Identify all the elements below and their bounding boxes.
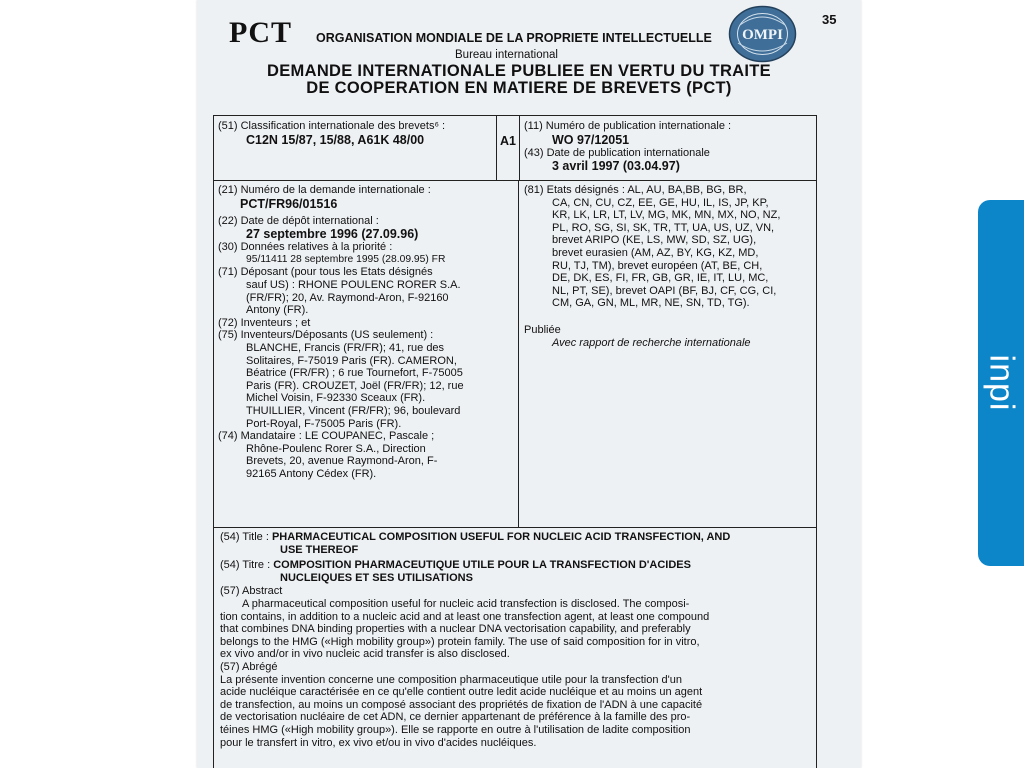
designated-line-7: RU, TJ, TM), brevet européen (AT, BE, CH, [552, 259, 763, 272]
applicant-line-4: Antony (FR). [246, 304, 309, 317]
classification-cell [218, 120, 494, 147]
publication-number: WO 97/12051 [552, 132, 630, 147]
agent-label: (74) Mandataire [218, 430, 296, 443]
priority-label: (30) Données relatives à la priorité : [218, 241, 393, 254]
abrege-label: (57) Abrégé [220, 660, 278, 673]
inpi-label: inpi [982, 354, 1021, 412]
title-abstract-section [213, 527, 817, 768]
inventors-line-5: Paris (FR). CROUZET, Joël (FR/FR); 12, rue [246, 379, 464, 392]
inventors-line-1: (US seulement) : [350, 329, 434, 342]
publication-date: 3 avril 1997 (03.04.97) [552, 159, 680, 174]
agent-line-1: : LE COUPANEC, Pascale ; [298, 430, 435, 443]
pct-label: PCT [229, 16, 292, 49]
designated-line-4: PL, RO, SG, SI, SK, TR, TT, UA, US, UZ, VN, [552, 221, 775, 234]
designated-line-6: brevet eurasien (AM, AZ, BY, KG, KZ, MD, [552, 246, 759, 259]
published-note: Avec rapport de recherche internationale [552, 336, 751, 349]
publication-number-label: (11) Numéro de publication internationale : [524, 120, 732, 132]
designated-line-1: AL, AU, BA,BB, BG, BR, [627, 184, 747, 196]
abstract-line-4: belongs to the HMG («High mobility group») protein family. The use of said composition for in vitro, [220, 635, 700, 648]
document-heading [207, 63, 831, 97]
title-en-line-1: PHARMACEUTICAL COMPOSITION USEFUL FOR NUCLEIC ACID TRANSFECTION, AND [271, 531, 731, 543]
inventors-label: (72) Inventeurs ; et [218, 316, 311, 329]
agent-line-3: Brevets, 20, avenue Raymond-Aron, F- [246, 455, 438, 468]
abstract-en [220, 585, 810, 661]
applicant-block [218, 266, 512, 316]
inventors-line-8: Port-Royal, F-75005 Paris (FR). [246, 417, 402, 430]
abrege-line-2: acide nucléique caractérisée en ce qu'elle contient outre ledit acide nucléique et au moins un agent [220, 686, 703, 699]
abrege-line-3: de transfection, au moins un composé associant des propriétés de fixation de l'ADN à une capacité [220, 698, 703, 711]
title-fr-label: (54) Titre : [220, 559, 271, 572]
application-column [218, 184, 512, 480]
applicant-line-2: sauf US) : RHONE POULENC RORER S.A. [246, 278, 461, 291]
agent-block [218, 430, 512, 480]
patent-document-page [197, 0, 861, 768]
title-en-label: (54) Title : [220, 531, 269, 543]
designated-line-5: brevet ARIPO (KE, LS, MW, SD, SZ, UG), [552, 234, 757, 247]
designated-line-3: KR, LK, LR, LT, LV, MG, MK, MN, MX, NO, NZ, [552, 209, 781, 222]
bureau-label: Bureau international [455, 49, 558, 61]
designated-states-column [524, 184, 812, 349]
bibliographic-box [213, 180, 817, 528]
title-fr [220, 559, 810, 584]
abstract-fr [220, 661, 810, 749]
publication-date-label: (43) Date de publication internationale [524, 146, 710, 159]
abstract-label: (57) Abstract [220, 585, 283, 598]
inventors-line-4: Béatrice (FR/FR) ; 6 rue Tournefort, F-75005 [246, 367, 463, 380]
classification-label: (51) Classification internationale des brevets⁶ : [218, 120, 446, 132]
published-label: Publiée [524, 323, 561, 336]
priority-value: 95/11411 28 septembre 1995 (28.09.95) FR [246, 253, 446, 265]
ompi-logo [728, 5, 797, 63]
classification-box [213, 115, 817, 181]
page-number: 35 [822, 12, 837, 27]
inventors-applicants-label: (75) Inventeurs/Déposants [218, 329, 348, 342]
agent-line-4: 92165 Antony Cédex (FR). [246, 467, 377, 480]
abrege-line-5: téines HMG («High mobility group»). Elle se rapporte en outre à l'utilisation de ladite composition [220, 723, 691, 736]
title-en-line-2: USE THEREOF [280, 543, 359, 556]
title-fr-line-1: COMPOSITION PHARMACEUTIQUE UTILE POUR LA TRANSFECTION D'ACIDES [273, 559, 691, 572]
inventors-block [218, 329, 512, 430]
classification-value: C12N 15/87, 15/88, A61K 48/00 [246, 132, 425, 147]
abrege-line-6: pour le transfert in vitro, ex vivo et/ou in vivo d'acides nucléiques. [220, 736, 537, 749]
abrege-line-1: La présente invention concerne une composition pharmaceutique utile pour la transfection d'un [220, 673, 682, 686]
inventors-line-7: THUILLIER, Vincent (FR/FR); 96, boulevard [246, 404, 461, 417]
abstract-line-3: that combines DNA binding properties with a nuclear DNA vectorisation capability, and preferably [220, 623, 691, 636]
publication-cell [524, 120, 812, 173]
inpi-side-tab[interactable] [978, 200, 1024, 566]
title-fr-line-2: NUCLEIQUES ET SES UTILISATIONS [280, 571, 473, 584]
logo-text: OMPI [742, 27, 783, 43]
abrege-line-4: de vectorisation nucléaire de cet ADN, ce dernier appartenant de préférence à la famille des pro- [220, 711, 691, 724]
abstract-line-1: A pharmaceutical composition useful for nucleic acid transfection is disclosed. The composi- [242, 597, 690, 610]
column-divider [518, 181, 519, 527]
application-number-label: (21) Numéro de la demande internationale : [218, 184, 431, 196]
application-number: PCT/FR96/01516 [240, 196, 338, 211]
inventors-line-6: Michel Voisin, F-92330 Sceaux (FR). [246, 392, 426, 405]
heading-line-2: DE COOPERATION EN MATIERE DE BREVETS (PCT) [306, 79, 732, 97]
designated-line-2: CA, CN, CU, CZ, EE, GE, HU, IL, IS, JP, KP, [552, 196, 769, 209]
filing-date: 27 septembre 1996 (27.09.96) [246, 227, 419, 242]
designated-states-block [524, 184, 812, 310]
kind-code-cell [496, 116, 520, 180]
applicant-label: (71) Déposant [218, 266, 288, 279]
kind-code: A1 [500, 134, 516, 148]
designated-line-8: DE, DK, ES, FI, FR, GB, GR, IE, IT, LU, MC, [552, 272, 769, 285]
title-en [220, 531, 810, 556]
designated-line-10: CM, GA, GN, ML, MR, NE, SN, TD, TG). [552, 297, 750, 310]
inventors-line-2: BLANCHE, Francis (FR/FR); 41, rue des [246, 341, 445, 354]
applicant-line-3: (FR/FR); 20, Av. Raymond-Aron, F-92160 [246, 291, 449, 304]
agent-line-2: Rhône-Poulenc Rorer S.A., Direction [246, 442, 426, 455]
abstract-line-5: ex vivo and/or in vivo nucleic acid transfer is also disclosed. [220, 648, 510, 661]
applicant-line-1: (pour tous les Etats désignés [290, 266, 433, 279]
heading-line-1: DEMANDE INTERNATIONALE PUBLIEE EN VERTU DU TRAITE [267, 62, 771, 80]
filing-date-label: (22) Date de dépôt international : [218, 214, 379, 227]
designated-states-label: (81) Etats désignés : [524, 184, 625, 196]
abstract-line-2: tion contains, in addition to a nucleic acid and at least one transfection agent, at least one compound [220, 610, 710, 623]
organization-name: ORGANISATION MONDIALE DE LA PROPRIETE INTELLECTUELLE [316, 31, 712, 45]
designated-line-9: NL, PT, SE), brevet OAPI (BF, BJ, CF, CG, CI, [552, 284, 777, 297]
inventors-line-3: Solitaires, F-75019 Paris (FR). CAMERON, [246, 354, 457, 367]
